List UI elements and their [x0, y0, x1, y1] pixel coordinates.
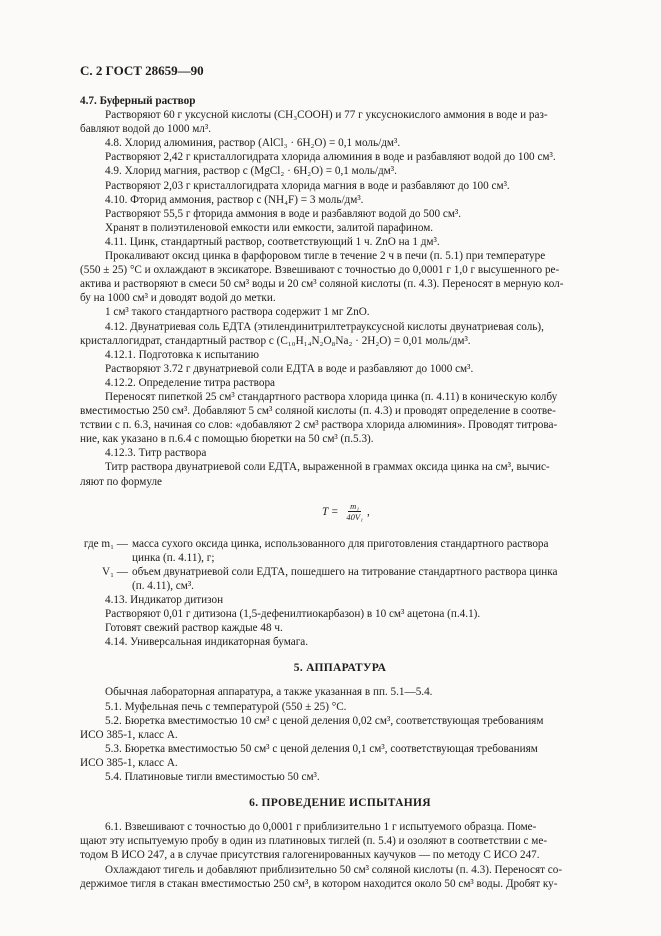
- text-line: 6.1. Взвешивают с точностью до 0,0001 г приблизительно 1 г испытуемого образца. Поме-: [105, 821, 537, 834]
- definition-continuation: цинка (п. 4.11), г;: [132, 551, 215, 564]
- text-line: 4.11. Цинк, стандартный раствор, соответствующий 1 ч. ZnO на 1 дм³.: [105, 235, 440, 248]
- text-line: 5.1. Муфельная печь с температурой (550 ± 25) °С.: [105, 700, 347, 713]
- text-line: 1 см³ такого стандартного раствора содержит 1 мг ZnO.: [105, 306, 370, 319]
- text-line: 4.10. Фторид аммония, раствор c (NH₄F) = 3 моль/дм³.: [105, 193, 364, 206]
- text-line: ние, как указано в п.6.4 с помощью бюретки на 50 см³ (п.5.3).: [80, 433, 374, 446]
- text-line: Растворяют 2,03 г кристаллогидрата хлорида магния в воде и разбавляют до 100 см³.: [105, 179, 510, 192]
- text-line: 4.7. Буферный раствор: [80, 95, 196, 107]
- text-line: 4.9. Хлорид магния, раствор c (MgCl₂ · 6H₂O) = 0,1 моль/дм³.: [105, 165, 397, 178]
- text-line: 4.12.1. Подготовка к испытанию: [105, 348, 260, 361]
- definition-continuation: (п. 4.11), см³.: [132, 579, 194, 592]
- section-6-procedure: [80, 820, 600, 890]
- text-line: 5.3. Бюретка вместимостью 50 см³ с ценой деления 0,1 см³, соответствующая требованиям: [105, 742, 538, 755]
- section-4-tail: [80, 593, 600, 649]
- section-5-title: 5. АППАРАТУРА: [293, 662, 387, 675]
- text-line: ИСО 385-1, класс А.: [80, 756, 178, 769]
- document-body: [80, 94, 600, 891]
- definition-text: масса сухого оксида цинка, использованного для приготовления стандартного раствора: [132, 537, 549, 550]
- text-line: бавляют водой до 1000 мл³.: [80, 123, 212, 136]
- text-line: 4.12. Двунатриевая соль ЕДТА (этилендинитрилтетрауксусной кислоты двунатриевая соль),: [105, 320, 544, 333]
- formula-lhs: T =: [322, 505, 339, 518]
- text-line: Растворяют 3.72 г двунатриевой соли ЕДТА в воде и разбавляют до 1000 см³.: [105, 362, 474, 375]
- text-line: 4.14. Универсальная индикаторная бумага.: [105, 636, 309, 649]
- text-line: 4.8. Хлорид алюминия, раствор (AlCl₃ · 6H₂O) = 0,1 моль/дм³.: [105, 137, 401, 150]
- definition-symbol: где m₁ —: [83, 537, 128, 550]
- text-line: Растворяют 0,01 г дитизона (1,5-дефенилтиокарбазон) в 10 см³ ацетона (п.4.1).: [105, 608, 481, 621]
- text-line: тствии с п. 6.3, начиная со слов: «добавляют 2 см³ раствора хлорида алюминия». Проводят титрова-: [80, 419, 558, 432]
- text-line: тодом В ИСО 247, а в случае присутствия галогенированных каучуков — по методу С ИСО 247.: [80, 849, 540, 862]
- definition-row: [80, 537, 600, 551]
- section-5-apparatus: [80, 685, 600, 784]
- definition-row: [80, 565, 600, 579]
- text-line: вместимостью 250 см³. Добавляют 5 см³ соляной кислоты (п. 4.3) и проводят определение в соотве-: [80, 405, 556, 418]
- formula-definitions: [80, 537, 600, 593]
- definition-symbol: V₁ —: [102, 565, 128, 578]
- page-header: С. 2 ГОСТ 28659—90: [80, 63, 204, 78]
- text-line: Титр раствора двунатриевой соли ЕДТА, выраженной в граммах оксида цинка на см³, вычис-: [105, 461, 550, 474]
- definition-text: объем двунатриевой соли ЕДТА, пошедшего на титрование стандартного раствора цинка: [132, 565, 558, 578]
- text-line: 4.12.3. Титр раствора: [105, 447, 207, 460]
- text-line: держимое тигля в стакан вместимостью 250 см³, в котором находится около 50 см³ воды. Дробят ку-: [80, 877, 558, 890]
- text-line: (550 ± 25) °С и охлаждают в эксикаторе. Взвешивают с точностью до 0,0001 г 1,0 г высушенного ре-: [80, 264, 560, 277]
- text-line: Обычная лабораторная аппаратура, а также указанная в пп. 5.1—5.4.: [105, 686, 433, 699]
- text-line: актива и растворяют в смеси 50 см³ воды и 20 см³ соляной кислоты (п. 4.3). Переносят в мерную кол-: [80, 278, 564, 291]
- text-line: кристаллогидрат, стандартный раствор c (C₁₀H₁₄N₂O₈Na₂ · 2H₂O) = 0,01 моль/дм³.: [80, 334, 471, 347]
- section-4-reagents: [80, 94, 600, 489]
- text-line: ИСО 385-1, класс А.: [80, 728, 178, 741]
- text-line: ляют по формуле: [80, 475, 162, 488]
- formula-denominator: 40V₁: [346, 512, 364, 523]
- text-line: Охлаждают тигель и добавляют приблизительно 50 см³ соляной кислоты (п. 4.3). Переносят со-: [105, 863, 563, 876]
- titer-formula: [80, 495, 600, 529]
- text-line: 5.4. Платиновые тигли вместимостью 50 см³.: [105, 771, 320, 784]
- text-line: Переносят пипеткой 25 см³ стандартного раствора хлорида цинка (п. 4.11) в коническую колбу: [105, 390, 558, 403]
- formula-tail: ,: [367, 505, 370, 518]
- text-line: Хранят в полиэтиленовой емкости или емкости, залитой парафином.: [105, 221, 434, 234]
- text-line: бу на 1000 см³ и доводят водой до метки.: [80, 292, 276, 305]
- text-line: Прокаливают оксид цинка в фарфоровом тигле в течение 2 ч в печи (п. 5.1) при температуре: [105, 250, 546, 263]
- section-6-title: 6. ПРОВЕДЕНИЕ ИСПЫТАНИЯ: [249, 797, 431, 810]
- text-line: Готовят свежий раствор каждые 48 ч.: [105, 622, 283, 635]
- text-line: 4.13. Индикатор дитизон: [105, 594, 224, 606]
- text-line: Растворяют 2,42 г кристаллогидрата хлорида алюминия в воде и разбавляют водой до 100 см³.: [105, 151, 556, 164]
- text-line: 5.2. Бюретка вместимостью 10 см³ с ценой деления 0,02 см³, соответствующая требованиям: [105, 714, 544, 727]
- text-line: 4.12.2. Определение титра раствора: [105, 376, 276, 389]
- text-line: щают эту испытуемую пробу в один из платиновых тиглей (п. 5.4) и озоляют в соответствии с ме-: [80, 835, 548, 848]
- text-line: Растворяют 60 г уксусной кислоты (CH₃COOH) и 77 г уксуснокислого аммония в воде и раз-: [105, 109, 548, 122]
- formula-numerator: m₁: [350, 501, 360, 512]
- text-line: Растворяют 55,5 г фторида аммония в воде и разбавляют водой до 500 см³.: [105, 207, 462, 220]
- formula-fraction: [344, 501, 365, 522]
